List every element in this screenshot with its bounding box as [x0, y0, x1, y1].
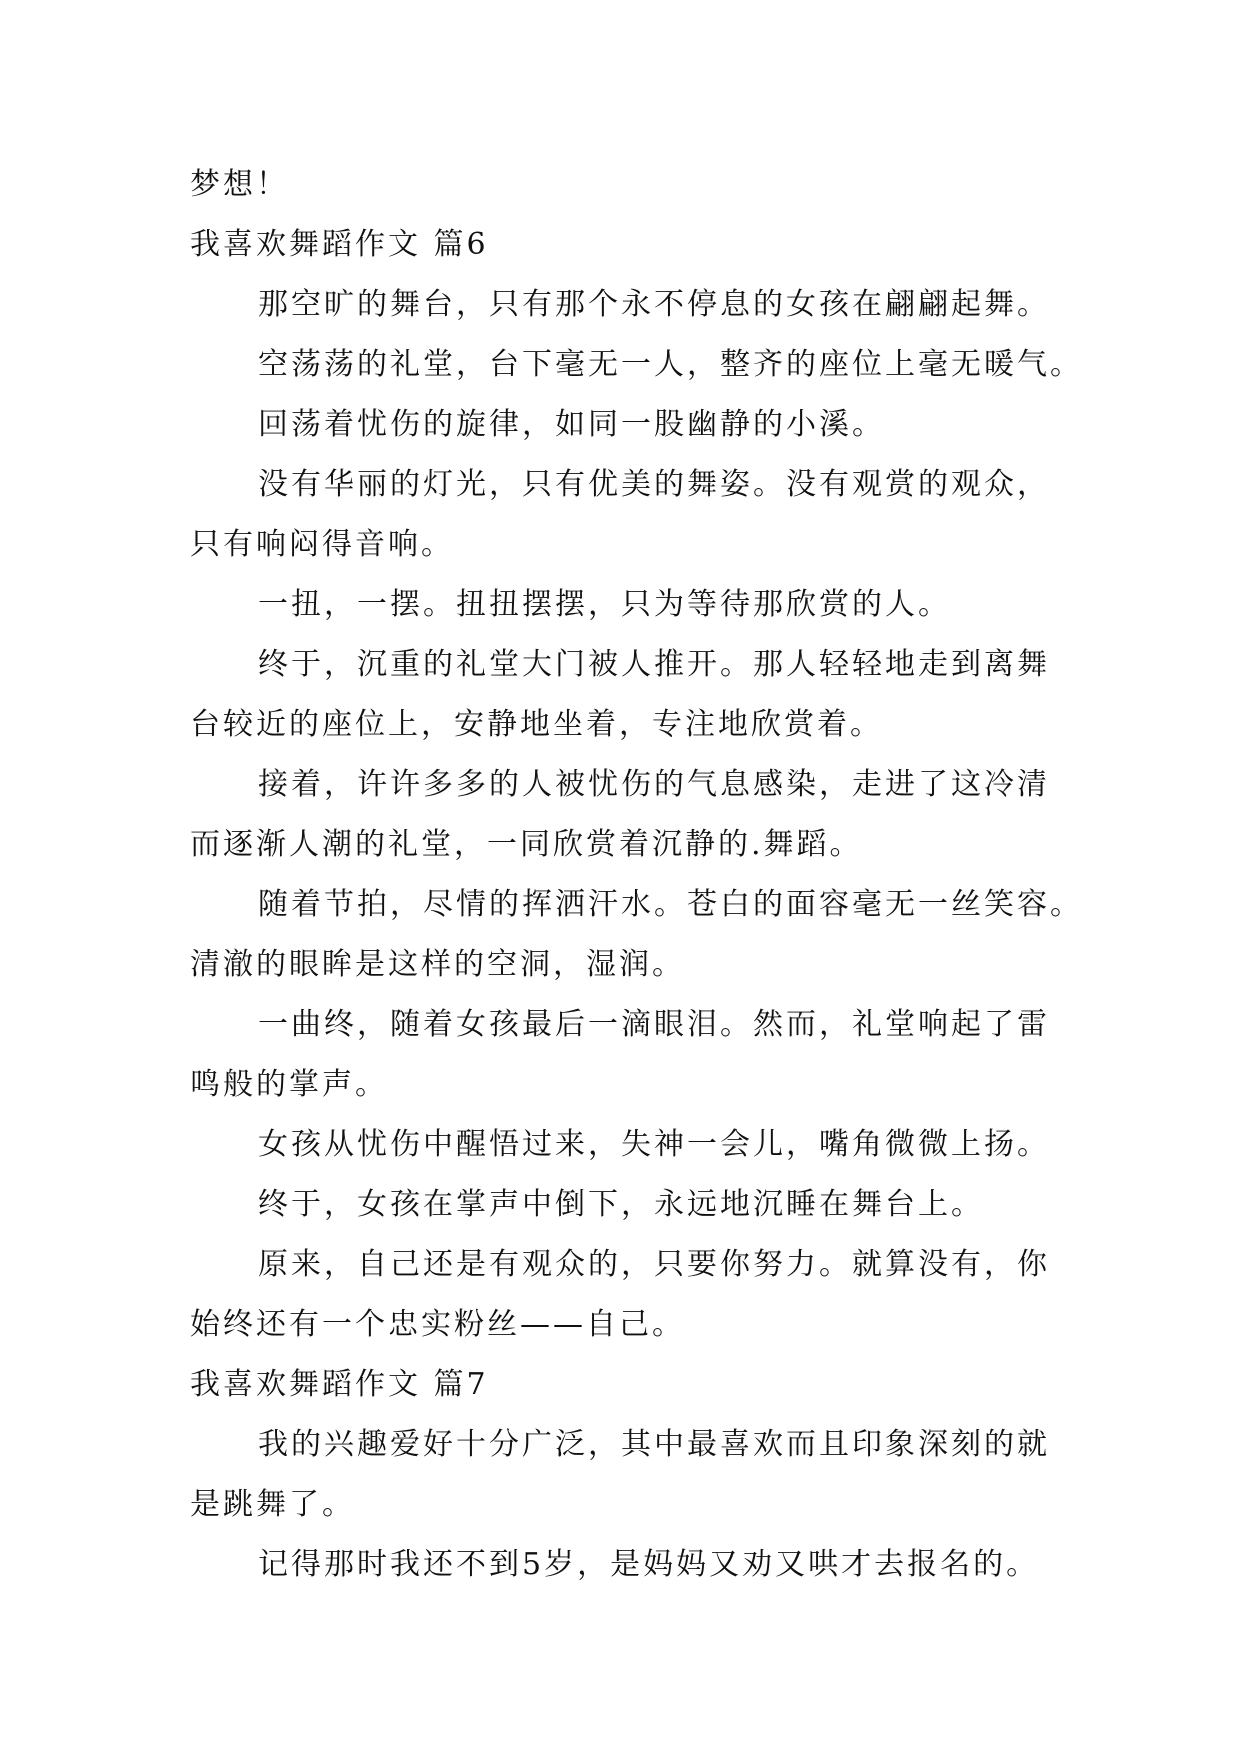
text-line: 一曲终，随着女孩最后一滴眼泪。然而，礼堂响起了雷: [258, 1007, 1050, 1042]
section-heading: 我喜欢舞蹈作文 篇7: [190, 1367, 489, 1402]
text-line: 一扭，一摆。扭扭摆摆，只为等待那欣赏的人。: [258, 587, 951, 622]
text-line: 记得那时我还不到5岁，是妈妈又劝又哄才去报名的。: [258, 1547, 1040, 1582]
text-line: 鸣般的掌声。: [190, 1067, 388, 1102]
text-line: 接着，许许多多的人被忧伤的气息感染，走进了这冷清: [258, 767, 1050, 802]
text-line: 清澈的眼眸是这样的空洞，湿润。: [190, 947, 685, 982]
text-line: 那空旷的舞台，只有那个永不停息的女孩在翩翩起舞。: [258, 287, 1050, 322]
text-line: 只有响闷得音响。: [190, 527, 454, 562]
text-line: 原来，自己还是有观众的，只要你努力。就算没有，你: [258, 1247, 1050, 1282]
text-line: 随着节拍，尽情的挥洒汗水。苍白的面容毫无一丝笑容。: [258, 887, 1083, 922]
text-line: 回荡着忧伤的旋律，如同一股幽静的小溪。: [258, 407, 885, 442]
text-line: 空荡荡的礼堂，台下毫无一人，整齐的座位上毫无暖气。: [258, 347, 1083, 382]
text-line: 终于，女孩在掌声中倒下，永远地沉睡在舞台上。: [258, 1187, 984, 1222]
text-line: 没有华丽的灯光，只有优美的舞姿。没有观赏的观众，: [258, 467, 1050, 502]
text-line: 女孩从忧伤中醒悟过来，失神一会儿，嘴角微微上扬。: [258, 1127, 1050, 1162]
text-line: 而逐渐人潮的礼堂，一同欣赏着沉静的.舞蹈。: [190, 827, 863, 862]
text-line: 始终还有一个忠实粉丝——自己。: [190, 1307, 685, 1342]
text-line: 梦想！: [190, 167, 289, 202]
text-line: 终于，沉重的礼堂大门被人推开。那人轻轻地走到离舞: [258, 647, 1050, 682]
text-line: 是跳舞了。: [190, 1487, 355, 1522]
document-body: [190, 155, 1083, 1595]
text-line: 台较近的座位上，安静地坐着，专注地欣赏着。: [190, 707, 883, 742]
text-line: 我的兴趣爱好十分广泛，其中最喜欢而且印象深刻的就: [258, 1427, 1050, 1462]
section-heading: 我喜欢舞蹈作文 篇6: [190, 227, 489, 262]
